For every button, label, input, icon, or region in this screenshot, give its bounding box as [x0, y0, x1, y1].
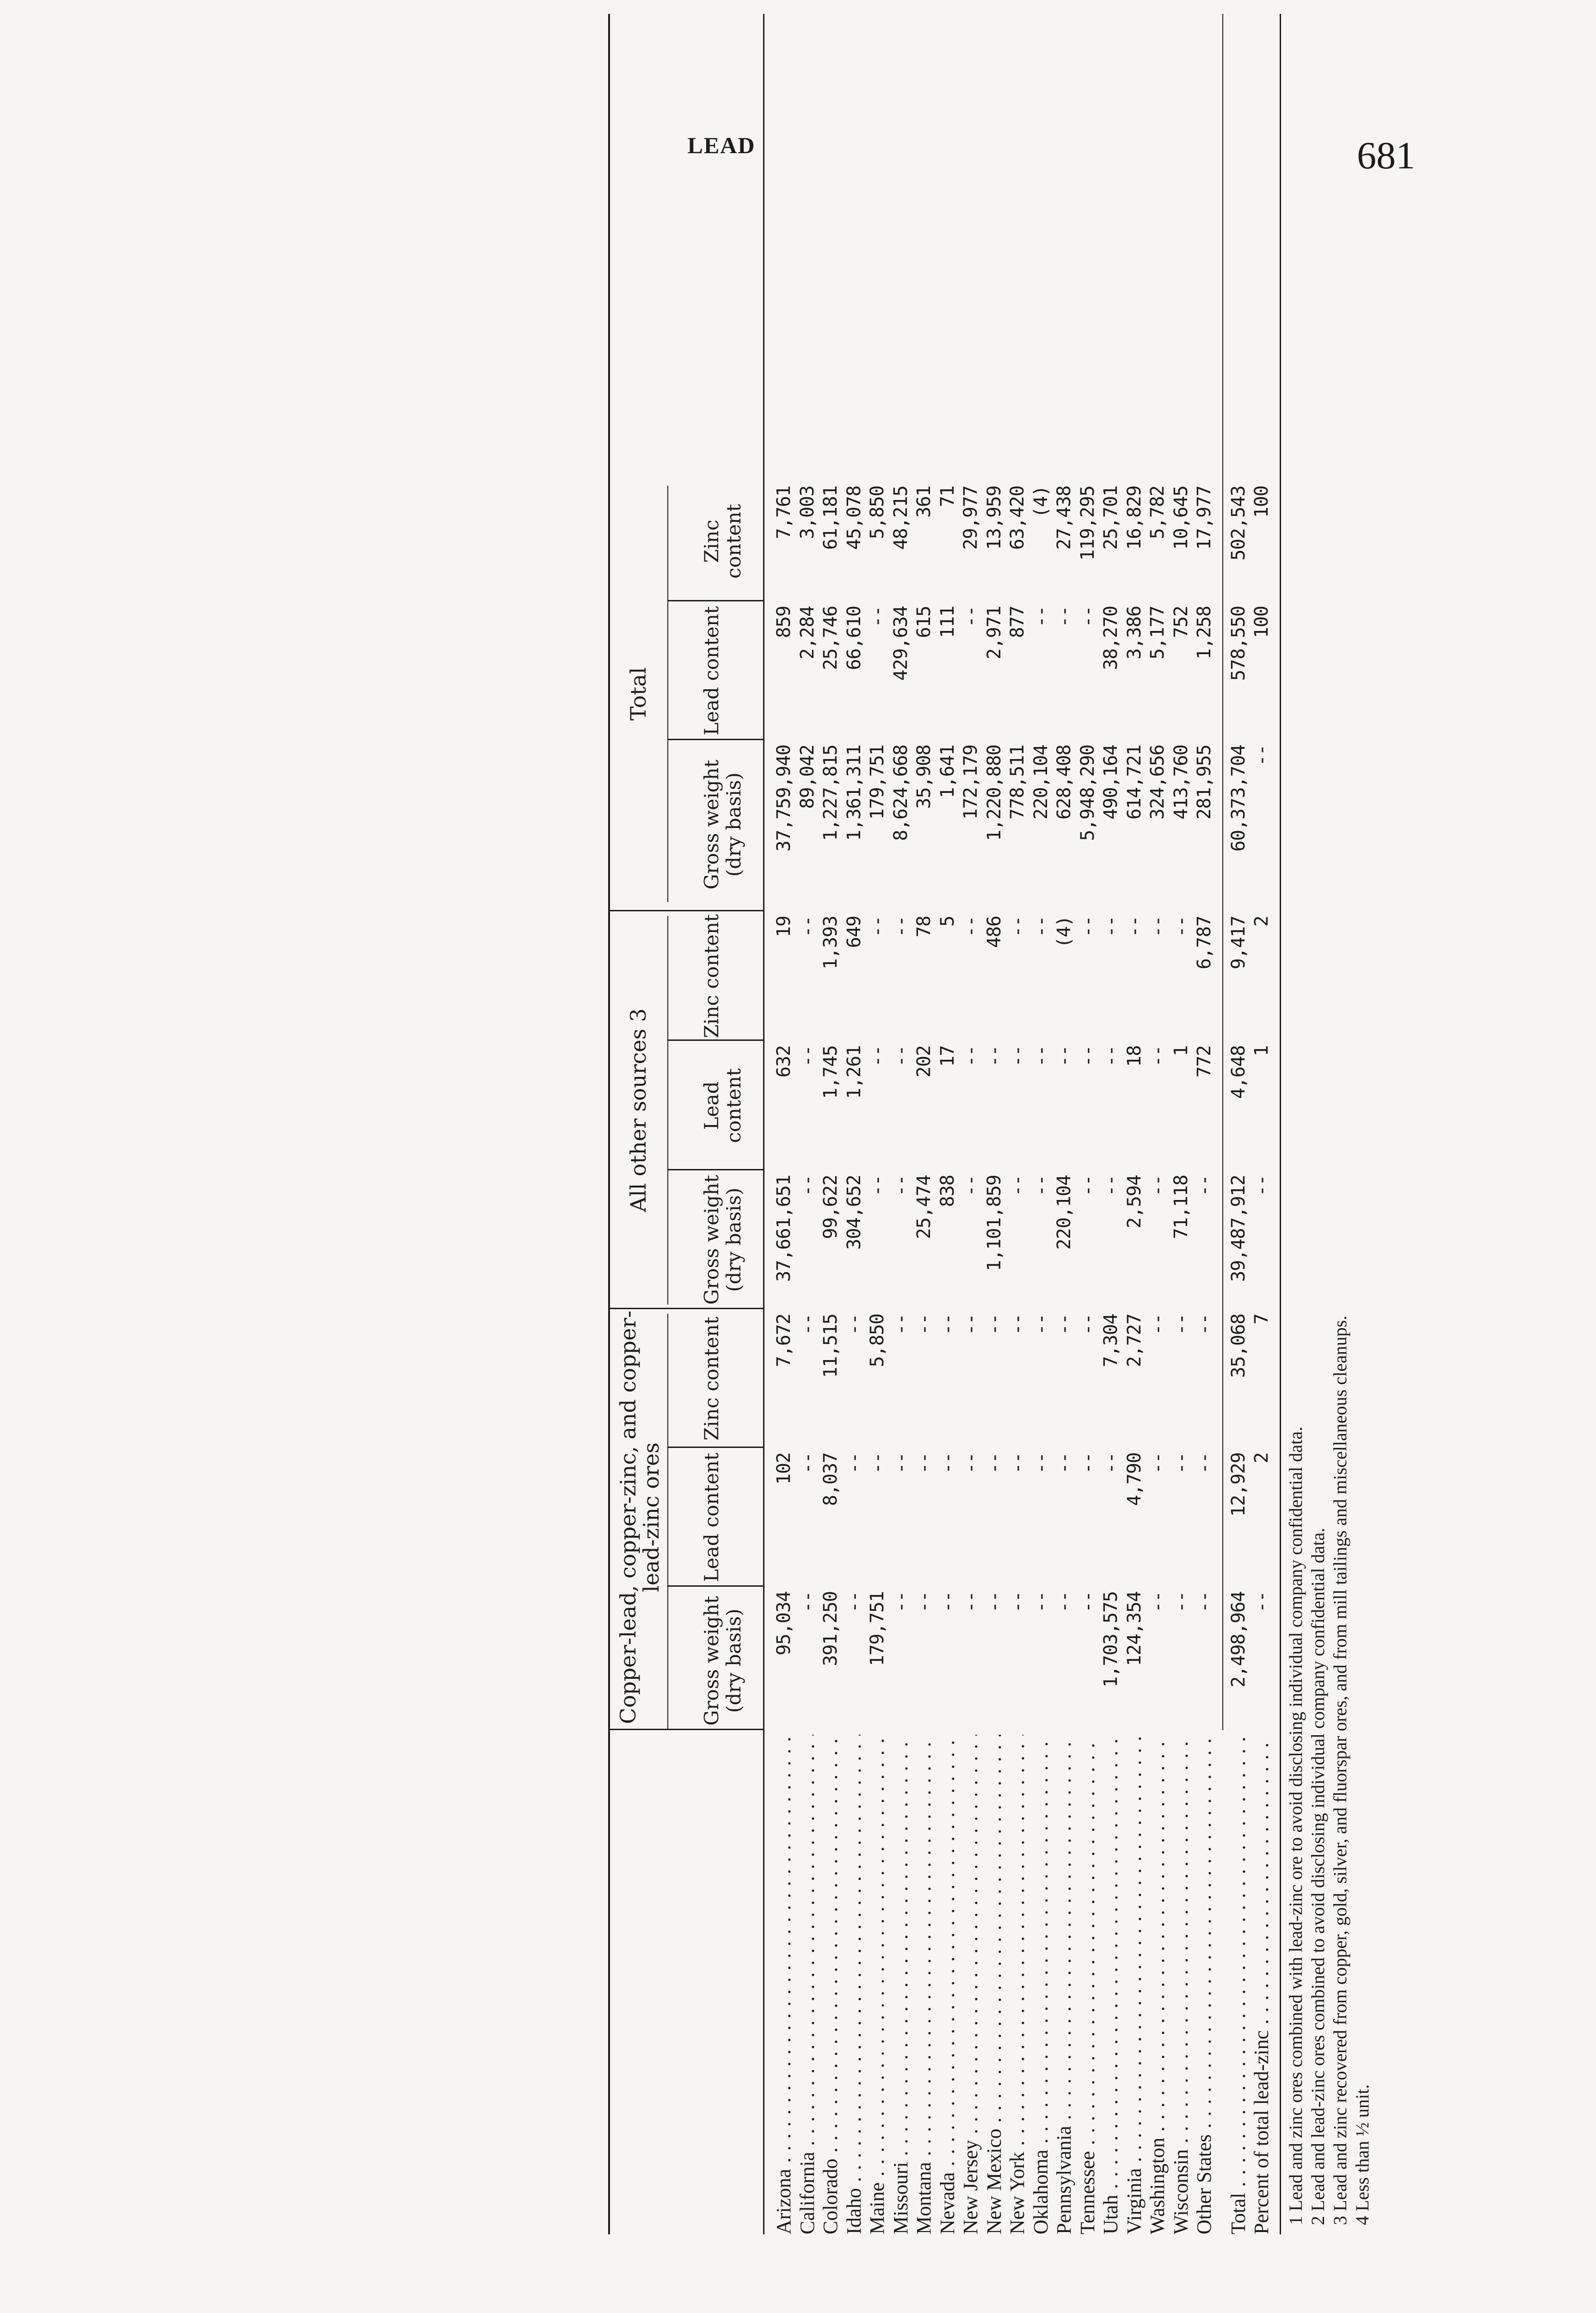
- table-cell: 324,656: [1147, 745, 1168, 820]
- table-cell: --: [1123, 916, 1145, 938]
- table-cell: 17,977: [1194, 486, 1215, 550]
- table-cell: 172,179: [960, 745, 981, 820]
- table-cell: --: [867, 1045, 888, 1067]
- row-label: Wisconsin . . .: [1170, 1735, 1193, 2234]
- table-cell: 17: [937, 1045, 958, 1067]
- table-cell: 9,417: [1228, 916, 1249, 970]
- table-cell: --: [890, 1453, 912, 1474]
- table-top-rule: [608, 14, 610, 2234]
- column-header: Zinc content: [700, 504, 745, 579]
- column-header: Gross weight (dry basis): [700, 1175, 745, 1305]
- table-cell: 179,751: [867, 1591, 888, 1666]
- table-cell: --: [937, 1591, 958, 1613]
- table-cell: --: [890, 1314, 912, 1336]
- group-header-other-sources: All other sources 3: [626, 1008, 651, 1212]
- table-row: [866, 14, 889, 2234]
- table-cell: --: [1194, 1453, 1215, 1474]
- table-cell: --: [890, 1175, 912, 1197]
- column-header: Zinc content: [700, 1316, 723, 1441]
- table-cell: --: [1077, 1591, 1098, 1613]
- table-cell: 35,908: [913, 745, 935, 809]
- row-label: Virginia . . .: [1123, 1735, 1146, 2234]
- table-cell: --: [913, 1314, 935, 1336]
- table-cell: --: [1147, 916, 1168, 938]
- table-cell: 3,386: [1123, 606, 1145, 660]
- table-cell: --: [1147, 1314, 1168, 1336]
- table-cell: 89,042: [796, 745, 818, 809]
- table-cell: 1: [1251, 1045, 1272, 1057]
- table-cell: --: [867, 606, 888, 628]
- table-cell: 614,721: [1123, 745, 1145, 820]
- header-divider: [667, 1585, 763, 1587]
- table-cell: --: [1030, 1314, 1052, 1336]
- table-cell: 7,304: [1100, 1314, 1122, 1367]
- row-label: California . . .: [796, 1735, 819, 2234]
- table-row: [1146, 14, 1169, 2234]
- table-cell: --: [1007, 916, 1028, 938]
- footnote-3: 3 Lead and zinc recovered from copper, gold, silver, and fluorspar ores, and from mill tailings and miscellaneous cleanups.: [1330, 1315, 1350, 2225]
- table-cell: --: [796, 1453, 818, 1474]
- table-cell: --: [1147, 1453, 1168, 1474]
- table-row: [1076, 14, 1099, 2234]
- table-row: [1193, 14, 1216, 2234]
- table-cell: 1,258: [1194, 606, 1215, 660]
- table-cell: 5,948,290: [1077, 745, 1098, 841]
- table-cell: 859: [773, 606, 795, 638]
- table-cell: 61,181: [820, 486, 841, 550]
- table-row: [1029, 14, 1053, 2234]
- table-cell: --: [1007, 1453, 1028, 1474]
- table-cell: 490,164: [1100, 745, 1122, 820]
- table-cell: 7,672: [773, 1314, 795, 1367]
- table-cell: 102: [773, 1453, 795, 1485]
- table-row: [936, 14, 959, 2234]
- table-cell: 202: [913, 1045, 935, 1078]
- table-cell: 486: [983, 916, 1005, 948]
- table-cell: 281,955: [1194, 745, 1215, 820]
- group-header-total: Total: [626, 667, 651, 721]
- table-cell: --: [960, 1175, 981, 1197]
- table-cell: 2: [1251, 1453, 1272, 1464]
- footnote-1: 1 Lead and zinc ores combined with lead-zinc ore to avoid disclosing individual company confidential data.: [1285, 1426, 1306, 2225]
- row-label: New Mexico . . .: [983, 1735, 1006, 2234]
- column-header: Zinc content: [700, 914, 723, 1039]
- table-cell: 99,622: [820, 1175, 841, 1239]
- table-bottom-rule: [1280, 14, 1281, 2234]
- table-cell: 95,034: [773, 1591, 795, 1656]
- table-cell: --: [1030, 606, 1052, 628]
- table-cell: 649: [843, 916, 865, 948]
- table-cell: 1,641: [937, 745, 958, 798]
- row-label: Missouri . . .: [889, 1735, 912, 2234]
- group-rule-copper: [667, 1314, 668, 1730]
- table-cell: 5,782: [1147, 486, 1168, 539]
- table-cell: --: [1054, 1453, 1075, 1474]
- table-cell: 29,977: [960, 486, 981, 550]
- table-cell: --: [890, 916, 912, 938]
- table-cell: --: [1147, 1175, 1168, 1197]
- table-cell: 63,420: [1007, 486, 1028, 550]
- table-cell: --: [960, 916, 981, 938]
- table-cell: 5: [937, 916, 958, 927]
- table-cell: --: [960, 1314, 981, 1336]
- table-cell: 25,701: [1100, 486, 1122, 550]
- table-cell: --: [867, 1175, 888, 1197]
- table-cell: --: [1100, 1453, 1122, 1474]
- row-label: Idaho . . .: [843, 1735, 866, 2234]
- table-row: [959, 14, 982, 2234]
- running-head-title: LEAD: [687, 132, 756, 158]
- table-cell: 220,104: [1030, 745, 1052, 820]
- row-label: Oklahoma . . .: [1029, 1735, 1053, 2234]
- table-cell: 578,550: [1228, 606, 1249, 681]
- table-cell: 220,104: [1054, 1175, 1075, 1250]
- table-cell: 25,746: [820, 606, 841, 670]
- table-cell: 7,761: [773, 486, 795, 539]
- table-cell: --: [913, 1591, 935, 1613]
- table-cell: 628,408: [1054, 745, 1075, 820]
- table-cell: 4,648: [1228, 1045, 1249, 1099]
- table-row: [1099, 14, 1122, 2234]
- group-rule-total: [667, 486, 668, 902]
- table-cell: 1,227,815: [820, 745, 841, 841]
- table-cell: 48,215: [890, 486, 912, 550]
- table-cell: 877: [1007, 606, 1028, 638]
- table-cell: 12,929: [1228, 1453, 1249, 1517]
- table-cell: 66,610: [843, 606, 865, 670]
- table-cell: 18: [1123, 1045, 1145, 1067]
- table-row: [912, 14, 936, 2234]
- table-cell: 2,594: [1123, 1175, 1145, 1229]
- header-divider: [608, 910, 763, 911]
- row-label: Arizona . . .: [772, 1735, 795, 2234]
- table-cell: --: [1007, 1591, 1028, 1613]
- table-cell: --: [796, 1045, 818, 1067]
- table-cell: --: [796, 1314, 818, 1336]
- group-header-copper: Copper-lead, copper-zinc, and copper-lead-zinc ores: [616, 1311, 664, 1724]
- table-cell: 838: [937, 1175, 958, 1207]
- table-cell: --: [843, 1314, 865, 1336]
- table-cell: 1,703,575: [1100, 1591, 1122, 1688]
- table-cell: 124,354: [1123, 1591, 1145, 1666]
- table-cell: 502,543: [1228, 486, 1249, 561]
- table-cell: 37,759,940: [773, 745, 795, 852]
- rotated-table-block: [608, 14, 1561, 2234]
- table-cell: 119,295: [1077, 486, 1098, 561]
- table-cell: 1,220,880: [983, 745, 1005, 841]
- table-cell: --: [1170, 1591, 1192, 1613]
- table-row: [1123, 14, 1146, 2234]
- table-cell: 179,751: [867, 745, 888, 820]
- table-cell: --: [1251, 745, 1272, 767]
- table-cell: --: [890, 1591, 912, 1613]
- table-cell: 5,850: [867, 486, 888, 539]
- table-cell: 5,850: [867, 1314, 888, 1367]
- table-cell: --: [796, 916, 818, 938]
- footnote-2: 2 Lead and lead-zinc ores combined to avoid disclosing individual company confidential data.: [1307, 1528, 1328, 2225]
- table-cell: 391,250: [820, 1591, 841, 1666]
- table-cell: --: [1030, 1045, 1052, 1067]
- table-cell: 1,745: [820, 1045, 841, 1099]
- table-cell: --: [1194, 1591, 1215, 1613]
- header-bottom-rule: [763, 14, 764, 2234]
- table-cell: 78: [913, 916, 935, 938]
- table-cell: --: [1030, 916, 1052, 938]
- table-cell: --: [1054, 606, 1075, 628]
- table-cell: --: [960, 1045, 981, 1067]
- table-cell: --: [937, 1453, 958, 1474]
- table-cell: --: [960, 1591, 981, 1613]
- row-label: New Jersey . . .: [959, 1735, 982, 2234]
- table-cell: 16,829: [1123, 486, 1145, 550]
- table-cell: 8,624,668: [890, 745, 912, 841]
- table-cell: 778,511: [1007, 745, 1028, 820]
- table-cell: 752: [1170, 606, 1192, 638]
- table-cell: --: [983, 1045, 1005, 1067]
- table-cell: --: [1077, 916, 1098, 938]
- table-cell: --: [843, 1591, 865, 1613]
- table-cell: --: [1170, 916, 1192, 938]
- table-cell: 615: [913, 606, 935, 638]
- table-cell: 5,177: [1147, 606, 1168, 660]
- table-cell: --: [1054, 1045, 1075, 1067]
- table-cell: 7: [1251, 1314, 1272, 1325]
- table-cell: --: [843, 1453, 865, 1474]
- table-row: [1006, 14, 1029, 2234]
- table-cell: --: [913, 1453, 935, 1474]
- table-cell: 4,790: [1123, 1453, 1145, 1506]
- table-cell: --: [1194, 1175, 1215, 1197]
- table-row: [983, 14, 1006, 2234]
- table-cell: 1: [1170, 1045, 1192, 1057]
- table-cell: 772: [1194, 1045, 1215, 1078]
- table-row: [819, 14, 842, 2234]
- table-cell: 39,487,912: [1228, 1175, 1249, 1282]
- table-cell: 413,760: [1170, 745, 1192, 820]
- table-cell: --: [867, 916, 888, 938]
- table-cell: 19: [773, 916, 795, 938]
- table-row: [889, 14, 912, 2234]
- table-cell: --: [1054, 1314, 1075, 1336]
- table-cell: --: [1251, 1591, 1272, 1613]
- table-cell: 3,003: [796, 486, 818, 539]
- row-label: Washington . . .: [1146, 1735, 1169, 2234]
- table-cell: --: [796, 1175, 818, 1197]
- table-cell: 1,101,859: [983, 1175, 1005, 1271]
- table-cell: 25,474: [913, 1175, 935, 1239]
- row-label: Total . . .: [1227, 1735, 1250, 2234]
- table-cell: --: [960, 606, 981, 628]
- table-cell: --: [983, 1314, 1005, 1336]
- table-cell: 13,959: [983, 486, 1005, 550]
- table-cell: 1,261: [843, 1045, 865, 1099]
- table-row: [796, 14, 819, 2234]
- row-label: Percent of total lead-zinc . . .: [1250, 1735, 1273, 2234]
- table-cell: --: [1147, 1045, 1168, 1067]
- table-cell: --: [1030, 1453, 1052, 1474]
- table-cell: 11,515: [820, 1314, 841, 1378]
- table-row: [1053, 14, 1076, 2234]
- table-cell: --: [1007, 1045, 1028, 1067]
- table-cell: 2,727: [1123, 1314, 1145, 1367]
- table-cell: 38,270: [1100, 606, 1122, 670]
- table-cell: --: [1007, 1175, 1028, 1197]
- header-divider: [667, 600, 763, 601]
- column-header: Gross weight (dry basis): [700, 760, 745, 890]
- table-cell: 27,438: [1054, 486, 1075, 550]
- header-divider: [667, 1447, 763, 1448]
- table-cell: 37,661,651: [773, 1175, 795, 1282]
- row-label: Colorado . . .: [819, 1735, 842, 2234]
- table-cell: --: [867, 1453, 888, 1474]
- table-cell: --: [1170, 1314, 1192, 1336]
- table-cell: 100: [1251, 486, 1272, 518]
- table-cell: 2,498,964: [1228, 1591, 1249, 1688]
- table-row: [1170, 14, 1193, 2234]
- header-divider: [608, 1308, 763, 1309]
- table-cell: --: [1100, 916, 1122, 938]
- row-label: Maine . . .: [866, 1735, 889, 2234]
- column-header: Lead content: [700, 1453, 723, 1582]
- table-cell: --: [1030, 1591, 1052, 1613]
- row-label: Utah . . .: [1099, 1735, 1122, 2234]
- footnote-4: 4 Less than ½ unit.: [1352, 2084, 1373, 2225]
- data-table: [608, 14, 1519, 2234]
- table-cell: --: [937, 1314, 958, 1336]
- table-cell: 1,393: [820, 916, 841, 970]
- table-cell: 100: [1251, 606, 1272, 638]
- table-cell: 632: [773, 1045, 795, 1078]
- table-cell: --: [960, 1453, 981, 1474]
- table-cell: --: [796, 1591, 818, 1613]
- table-cell: --: [1194, 1314, 1215, 1336]
- table-row: [772, 14, 795, 2234]
- table-cell: 35,068: [1228, 1314, 1249, 1378]
- row-label: New York . . .: [1006, 1735, 1029, 2234]
- table-cell: --: [1251, 1175, 1272, 1197]
- header-divider: [667, 739, 763, 740]
- table-cell: --: [1077, 1045, 1098, 1067]
- row-label: Tennessee . . .: [1076, 1735, 1099, 2234]
- table-cell: (4): [1054, 916, 1075, 948]
- table-cell: --: [1147, 1591, 1168, 1613]
- table-cell: 45,078: [843, 486, 865, 550]
- table-cell: --: [1077, 1175, 1098, 1197]
- table-cell: 71,118: [1170, 1175, 1192, 1239]
- table-cell: --: [1007, 1314, 1028, 1336]
- table-cell: 60,373,704: [1228, 745, 1249, 852]
- page-number: 681: [1357, 134, 1415, 177]
- table-cell: 111: [937, 606, 958, 638]
- column-header: Lead content: [700, 1068, 745, 1143]
- table-cell: --: [1170, 1453, 1192, 1474]
- group-rule-other: [667, 916, 668, 1305]
- table-cell: --: [890, 1045, 912, 1067]
- total-rule: [1222, 14, 1223, 1730]
- row-label: Nevada . . .: [936, 1735, 959, 2234]
- table-cell: 8,037: [820, 1453, 841, 1506]
- total-row: [1227, 14, 1250, 2234]
- table-cell: --: [983, 1453, 1005, 1474]
- table-cell: 71: [937, 486, 958, 507]
- table-cell: --: [1077, 1453, 1098, 1474]
- table-cell: 361: [913, 486, 935, 518]
- row-label: Montana . . .: [912, 1735, 936, 2234]
- table-cell: --: [1100, 1045, 1122, 1067]
- table-cell: --: [1030, 1175, 1052, 1197]
- table-cell: --: [1077, 606, 1098, 628]
- table-cell: 429,634: [890, 606, 912, 681]
- table-cell: (4): [1030, 486, 1052, 518]
- percent-row: [1250, 14, 1273, 2234]
- row-label: Other States . . .: [1193, 1735, 1216, 2234]
- table-cell: 304,652: [843, 1175, 865, 1250]
- table-cell: 1,361,311: [843, 745, 865, 841]
- table-cell: 2,971: [983, 606, 1005, 660]
- table-cell: --: [1100, 1175, 1122, 1197]
- table-cell: 6,787: [1194, 916, 1215, 970]
- table-cell: 10,645: [1170, 486, 1192, 550]
- row-label: Pennsylvania . . .: [1053, 1735, 1076, 2234]
- header-divider: [667, 1039, 763, 1041]
- header-divider: [667, 1169, 763, 1170]
- table-row: [843, 14, 866, 2234]
- table-cell: --: [983, 1591, 1005, 1613]
- column-header: Lead content: [700, 606, 723, 736]
- table-cell: 2: [1251, 916, 1272, 927]
- table-cell: 2,284: [796, 606, 818, 660]
- table-cell: --: [1054, 1591, 1075, 1613]
- table-cell: --: [1077, 1314, 1098, 1336]
- column-header: Gross weight (dry basis): [700, 1596, 745, 1726]
